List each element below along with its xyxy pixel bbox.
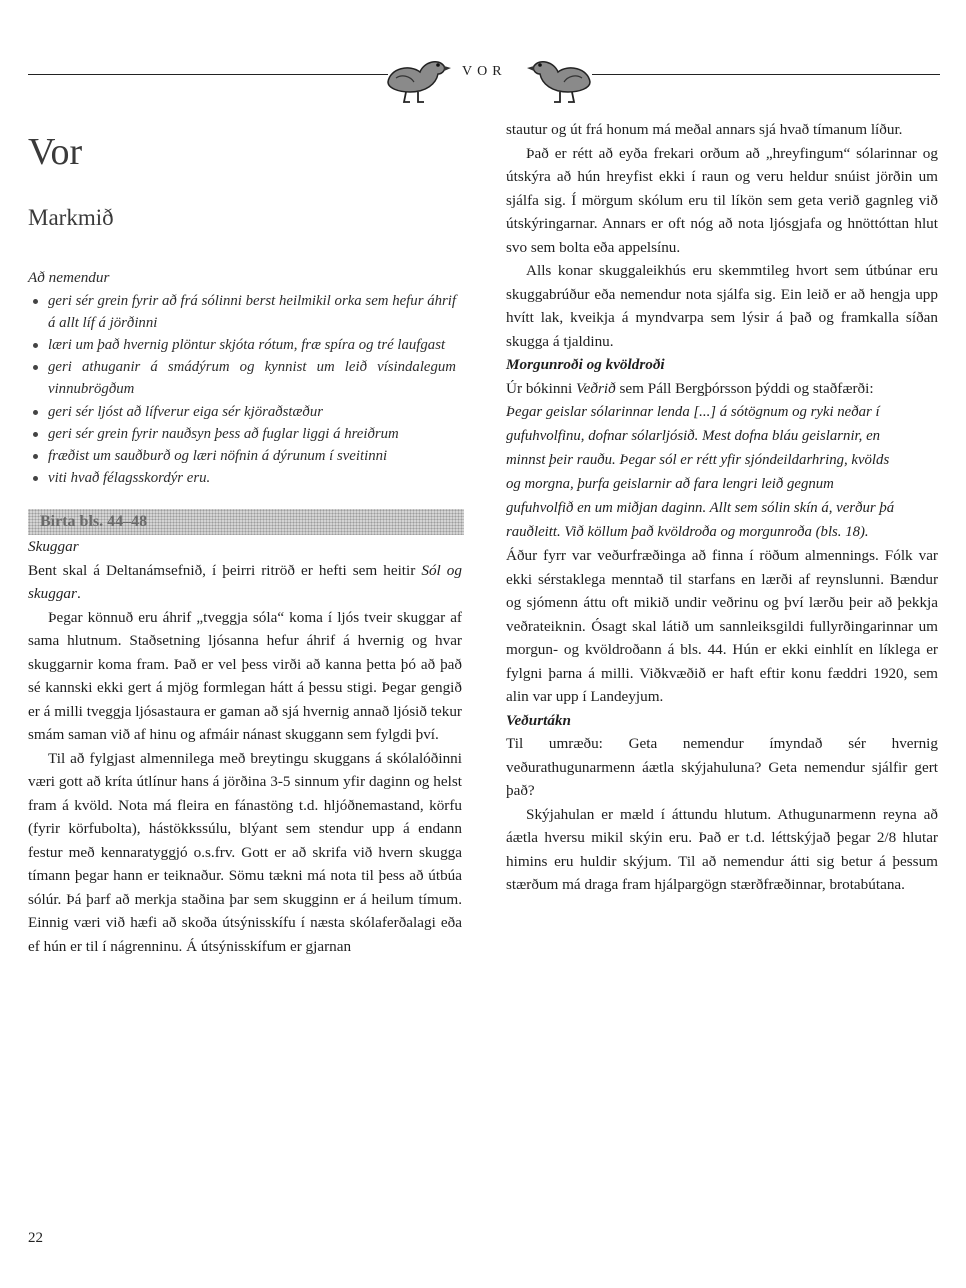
paragraph: Úr bókinni Veðrið sem Páll Bergþórsson þýddi og staðfærði: <box>506 379 874 397</box>
paragraph: Alls konar skuggaleikhús eru skemmtileg hvort sem útbúnar eru skuggabrúður eða nemendur nota sjálfa sig. Ein leið er að hengja upp hvítt lak, kveikja á myndvarpa sem lýsir á það og framkalla síðan skugga á tjaldinu. <box>506 262 938 350</box>
bullet-icon <box>33 299 38 304</box>
goal-item: geri sér grein fyrir að frá sólinni berst heilmikil orka sem hefur áhrif á allt líf á jörðinni <box>28 290 462 334</box>
duckling-icon <box>526 48 598 106</box>
goal-item: læri um það hvernig plöntur skjóta rótum, fræ spíra og tré laufgast <box>28 334 462 356</box>
goals-list <box>28 290 462 490</box>
goal-item: geri sér ljóst að lífverur eiga sér kjöraðstæður <box>28 401 462 423</box>
paragraph: Bent skal á Deltanámsefnið, í þeirri ritröð er hefti sem heitir Sól og skuggar. <box>28 561 462 603</box>
paragraph: Til að fylgjast almennilega með breytingu skuggans á skólalóðinni væri gott að kríta útlínur hans á jörðina 3-5 sinnum yfir daginn og helst fram á kvöld. Nota má fleira en fánastöng t.d. hljóðnemastand, körfu (fyrir körfubolta), hástökkssúlu, blýant sem stendur upp á endann festur með kennaratyggjó o.s.frv. Gott er að skrifa við hvern skugga tímann þegar hann er teiknaður. Sömu tækni má nota til þess að útbúa sólúr. Þá þarf að merkja staðina þar sem skugginn er á heilum tímum. Einnig væri við hæfi að skoða útsýnisskífu í næsta skólaferðalagi eða ef hún er til í nágrenninu. Á útsýnisskífum er gjarnan <box>28 749 462 955</box>
header-rule-left <box>28 74 388 75</box>
bullet-icon <box>33 432 38 437</box>
bullet-icon <box>33 476 38 481</box>
goals-intro: Að nemendur <box>28 269 110 286</box>
paragraph: Skýjahulan er mæld í áttundu hlutum. Athugunarmenn reyna að áætla hversu mikil skýin eru. Það er t.d. léttskýjað þegar 2/8 hlutar himins eru huldir skýjum. Til að nemendur átti sig betur á þessum stærðum má draga fram hjálpargögn stærðfræðinnar, brotabútana. <box>506 805 938 893</box>
paragraph: Til umræðu: Geta nemendur ímyndað sér hvernig veðurathugunarmenn áætla skýjahuluna? Geta nemendur sjálfir gert það? <box>506 735 938 799</box>
paragraph: Það er rétt að eyða frekari orðum að „hreyfingum“ sólarinnar og útskýra að hún hreyfist ekki í raun og veru heldur snúist jörðin um sjálfa sig. Í mörgum skólum eru til líkön sem geta verið gagnleg við útskýringarnar. Annars er oft nóg að nota ljósgjafa og hnöttóttan hlut svo sem bolta eða appelsínu. <box>506 144 938 256</box>
goal-item: geri sér grein fyrir nauðsyn þess að fuglar liggi á hreiðrum <box>28 423 462 445</box>
goal-item: viti hvað félagsskordýr eru. <box>28 467 462 489</box>
block-quote: Þegar geislar sólarinnar lenda [...] á sótögnum og ryki neðar í gufuhvolfinu, dofnar sólarljósið. Mest dofna bláu geislarnir, en minnst þeir rauðu. Þegar sól er rétt yfir sjóndeildarhring, kvölds og morgna, þurfa geislarnir að fara lengri leið gegnum gufuhvolfið en um miðjan daginn. Allt sem sólin skín á, verður þá rauðleitt. Við köllum það kvöldroða og morgunroða (bls. 18). <box>506 404 895 540</box>
goals-heading: Markmið <box>28 205 114 230</box>
right-column <box>506 118 938 897</box>
chapter-title: Vor <box>28 131 83 173</box>
page-reference-bar <box>28 509 464 535</box>
section-heading-shadows: Skuggar <box>28 538 79 556</box>
section-heading-weather-signs: Veðurtákn <box>506 711 571 729</box>
bullet-icon <box>33 365 38 370</box>
page-number: 22 <box>28 1230 43 1246</box>
book-title: Sól og skuggar <box>28 561 462 603</box>
paragraph: Þegar könnuð eru áhrif „tveggja sóla“ koma í ljós tveir skuggar af sama hlutnum. Staðsetning ljósanna hefur áhrif á hvernig og hvar skuggarnir koma fram. Það er vel þess virði að kanna þetta þó að það sé kannski ekki gert á mjög formlegan hátt á þessu stigi. Þegar gengið er á milli tveggja ljósastaura er gaman að sjá hvernig annað ljósið tekur smám saman við af hinu og afmáir nánast skuggann sem fylgdi því. <box>28 608 462 744</box>
bullet-icon <box>33 454 38 459</box>
goal-item: fræðist um sauðburð og læri nöfnin á dýrunum í sveitinni <box>28 445 462 467</box>
bullet-icon <box>33 410 38 415</box>
section-heading-dawn-dusk: Morgunroði og kvöldroði <box>506 356 665 373</box>
page-reference-label: Birta bls. 44–48 <box>40 513 148 531</box>
bullet-icon <box>33 343 38 348</box>
paragraph: Áður fyrr var veðurfræðinga að finna í röðum almennings. Fólk var ekki sérstaklega menntað til starfans en lærði af reynslunni. Bændur og sjómenn áttu oft mikið undir veðrinu og því lærðu þeir að þekkja veðrateiknin. Ósagt skal látið um sannleiksgildi fullyrðingarinnar um morgun- og kvöldroðann á bls. 44. Hún er ekki einhlít en líklega er fylgni þarna á milli. Viðkvæðið er haft eftir konu fæddri 1920, sem alin var upp í Landeyjum. <box>506 547 938 705</box>
duckling-icon <box>380 48 452 106</box>
left-column <box>28 118 462 958</box>
paragraph: stautur og út frá honum má meðal annars sjá hvað tímanum líður. <box>506 121 903 138</box>
goal-item: geri athuganir á smádýrum og kynnist um leið vísindalegum vinnubrögðum <box>28 356 462 400</box>
running-header: VOR <box>462 64 507 79</box>
header-rule-right <box>592 74 940 75</box>
book-title: Veðrið <box>576 379 616 397</box>
